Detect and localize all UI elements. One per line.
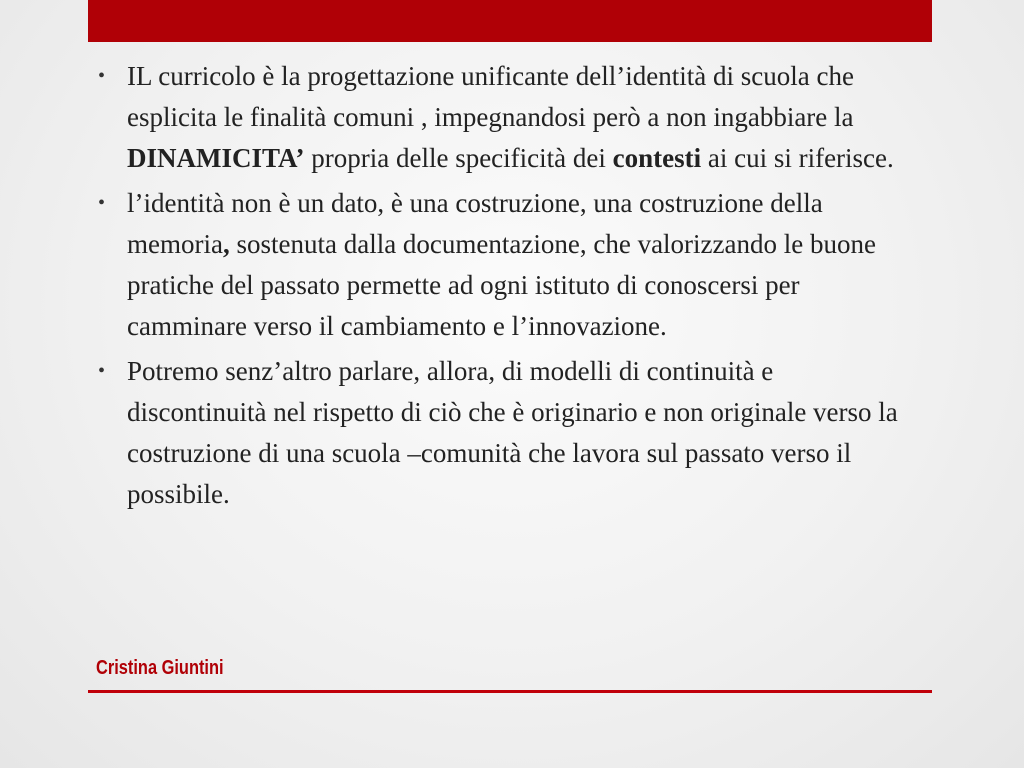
bullet-text: sostenuta dalla documentazione, che valorizzando le buone pratiche del passato permette ad ogni istituto di conoscersi per camminare verso il cambiamento e l’innovazione.: [127, 229, 876, 341]
bullet-icon: •: [98, 360, 106, 382]
emphasis-text: DINAMICITA’: [127, 143, 305, 173]
bullet-text: IL curricolo è la progettazione unificante dell’identità di scuola che esplicita le finalità comuni , impegnandosi però a non ingabbiare la: [127, 61, 854, 132]
emphasis-text: contesti: [612, 143, 702, 173]
bullet-item-identita: [96, 183, 916, 347]
bullet-text: propria delle specificità dei: [304, 143, 613, 173]
bullet-text: l’identità non è un dato, è una costruzione, una costruzione della memoria: [127, 188, 823, 259]
bullet-icon: •: [98, 192, 106, 214]
bullet-item-curricolo: [96, 56, 916, 179]
bullet-text: Potremo senz’altro parlare, allora, di modelli di continuità e discontinuità nel rispetto di ciò che è originario e non originale verso la costruzione di una scuola –comunità che lavora sul passato verso il possibile.: [127, 356, 898, 509]
footer-author: Cristina Giuntini: [96, 657, 224, 679]
header-accent-bar: [88, 0, 932, 42]
bullet-list: [96, 56, 916, 515]
bullet-text: ai cui si riferisce.: [701, 143, 894, 173]
slide-content: [96, 56, 916, 519]
emphasis-text: ,: [222, 229, 230, 259]
bullet-item-continuita: [96, 351, 916, 515]
footer-divider: [88, 690, 932, 693]
bullet-icon: •: [98, 65, 106, 87]
